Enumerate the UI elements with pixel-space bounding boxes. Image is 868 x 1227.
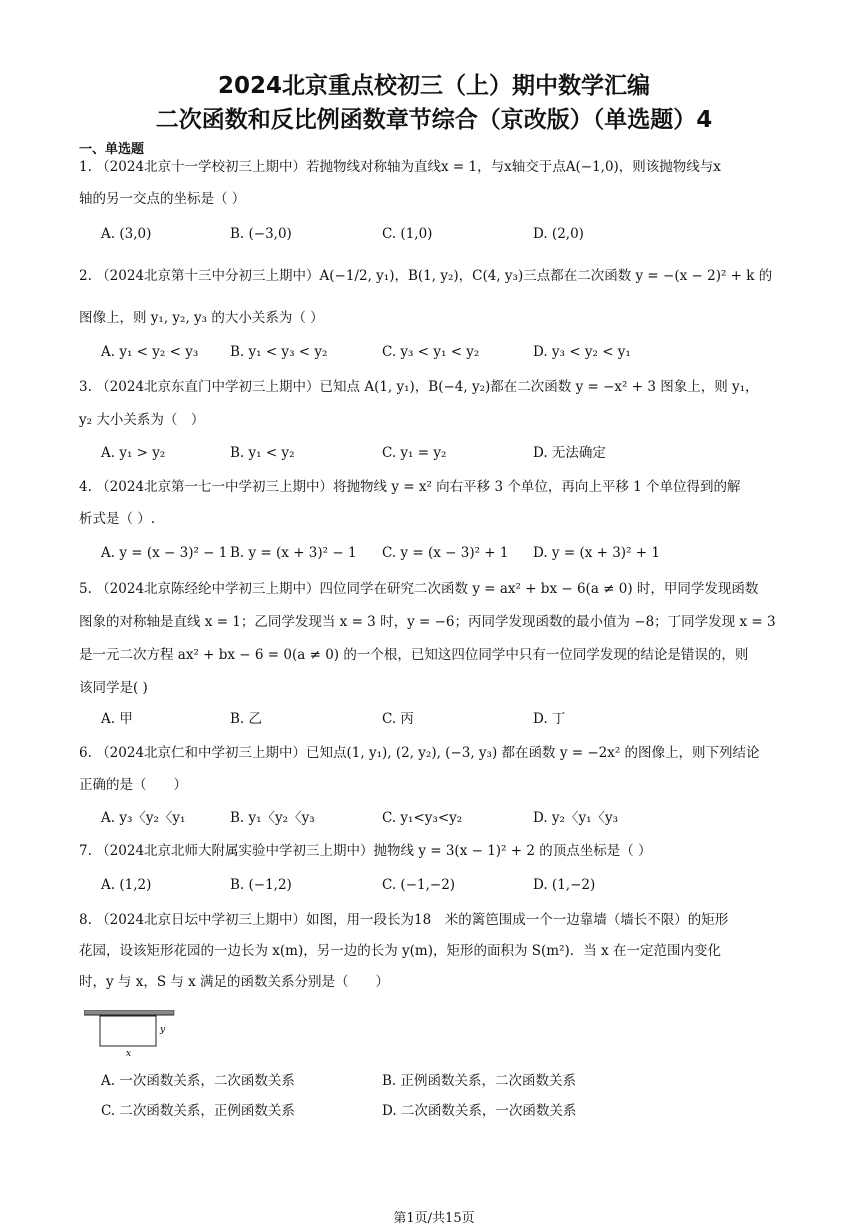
q8-line3: 时，y 与 x，S 与 x 满足的函数关系分别是（ ） xyxy=(79,974,390,990)
q5-option-b: B. 乙 xyxy=(230,711,263,727)
q7-option-c: C. (−1,−2) xyxy=(382,877,456,893)
q8-line2: 花园，设该矩形花园的一边长为 x(m)，另一边的长为 y(m)，矩形的面积为 S(m²)．当 x 在一定范围内变化 xyxy=(79,943,721,959)
q5-line4: 该同学是( ) xyxy=(79,680,148,696)
q8-option-b: B. 正例函数关系，二次函数关系 xyxy=(382,1073,577,1089)
q8-line1: 8. （2024北京日坛中学初三上期中）如图，用一段长为18 米的篱笆围成一个一边靠墙（墙长不限）的矩形 xyxy=(79,912,729,928)
q7-option-d: D. (1,−2) xyxy=(533,877,596,893)
q8-option-a: A. 一次函数关系，二次函数关系 xyxy=(101,1073,295,1089)
q2-option-d: D. y₃ < y₂ < y₁ xyxy=(533,344,631,360)
q6-option-a: A. y₃〈y₂〈y₁ xyxy=(101,810,186,826)
page-footer: 第1页/共15页 xyxy=(393,1211,475,1226)
q5-line2: 图象的对称轴是直线 x = 1；乙同学发现当 x = 3 时，y = −6；丙同学发现函数的最小值为 −8；丁同学发现 x = 3 xyxy=(79,614,776,630)
q8-option-c: C. 二次函数关系，正例函数关系 xyxy=(101,1103,295,1119)
q3-option-b: B. y₁ < y₂ xyxy=(230,445,295,461)
page-title-line1: 2024北京重点校初三（上）期中数学汇编 xyxy=(217,73,650,99)
q7-line1: 7. （2024北京北师大附属实验中学初三上期中）抛物线 y = 3(x − 1)² + 2 的顶点坐标是（ ） xyxy=(79,843,652,859)
q5-line3: 是一元二次方程 ax² + bx − 6 = 0(a ≠ 0) 的一个根，已知这四位同学中只有一位同学发现的结论是错误的，则 xyxy=(79,647,749,663)
q4-option-c: C. y = (x − 3)² + 1 xyxy=(382,545,509,561)
q6-line2: 正确的是（ ） xyxy=(79,777,187,793)
q3-option-a: A. y₁ > y₂ xyxy=(101,445,166,461)
wall xyxy=(84,1010,174,1015)
q2-line1: 2. （2024北京第十三中分初三上期中）A(−1/2, y₁)，B(1, y₂)，C(4, y₃)三点都在二次函数 y = −(x − 2)² + k 的 xyxy=(79,268,773,284)
q3-line1: 3. （2024北京东直门中学初三上期中）已知点 A(1, y₁)，B(−4, y₂)都在二次函数 y = −x² + 3 图象上，则 y₁， xyxy=(79,379,759,395)
q2-option-b: B. y₁ < y₃ < y₂ xyxy=(230,344,328,360)
q4-option-d: D. y = (x + 3)² + 1 xyxy=(533,545,660,561)
q1-option-b: B. (−3,0) xyxy=(230,226,292,242)
q2-option-a: A. y₁ < y₂ < y₃ xyxy=(101,344,199,360)
q2-line2: 图像上，则 y₁, y₂, y₃ 的大小关系为（ ） xyxy=(79,310,324,326)
q7-option-a: A. (1,2) xyxy=(101,877,152,893)
section-label: 一、单选题 xyxy=(79,142,145,157)
wall-garden-figure xyxy=(84,1010,194,1060)
q1-line1: 1. （2024北京十一学校初三上期中）若抛物线对称轴为直线x = 1，与x轴交于点A(−1,0)，则该抛物线与x xyxy=(79,159,721,175)
q8-option-d: D. 二次函数关系，一次函数关系 xyxy=(382,1103,577,1119)
q4-option-a: A. y = (x − 3)² − 1 xyxy=(101,545,228,561)
q3-line2: y₂ 大小关系为（ ） xyxy=(79,412,205,428)
q4-option-b: B. y = (x + 3)² − 1 xyxy=(230,545,357,561)
garden-rect xyxy=(100,1016,156,1046)
q3-option-c: C. y₁ = y₂ xyxy=(382,445,447,461)
q6-option-b: B. y₁〈y₂〈y₃ xyxy=(230,810,315,826)
q2-option-c: C. y₃ < y₁ < y₂ xyxy=(382,344,480,360)
q5-option-c: C. 丙 xyxy=(382,711,414,727)
q1-option-a: A. (3,0) xyxy=(101,226,152,242)
q6-option-d: D. y₂〈y₁〈y₃ xyxy=(533,810,619,826)
q5-option-d: D. 丁 xyxy=(533,711,566,727)
q6-line1: 6. （2024北京仁和中学初三上期中）已知点(1, y₁), (2, y₂), (−3, y₃) 都在函数 y = −2x² 的图像上，则下列结论 xyxy=(79,745,760,761)
q6-option-c: C. y₁<y₃<y₂ xyxy=(382,810,463,826)
page-title-line2: 二次函数和反比例函数章节综合（京改版）（单选题）4 xyxy=(155,107,713,133)
q3-option-d: D. 无法确定 xyxy=(533,445,606,461)
q4-line2: 析式是（ ）. xyxy=(79,511,156,527)
q1-option-c: C. (1,0) xyxy=(382,226,433,242)
q5-option-a: A. 甲 xyxy=(101,711,133,727)
q7-option-b: B. (−1,2) xyxy=(230,877,292,893)
q1-line2: 轴的另一交点的坐标是（ ） xyxy=(79,191,246,207)
y-label: y xyxy=(160,1025,166,1035)
q1-option-d: D. (2,0) xyxy=(533,226,584,242)
q5-line1: 5. （2024北京陈经纶中学初三上期中）四位同学在研究二次函数 y = ax² + bx − 6(a ≠ 0) 时，甲同学发现函数 xyxy=(79,581,759,597)
x-label: x xyxy=(126,1049,132,1059)
q4-line1: 4. （2024北京第一七一中学初三上期中）将抛物线 y = x² 向右平移 3 个单位，再向上平移 1 个单位得到的解 xyxy=(79,479,741,495)
